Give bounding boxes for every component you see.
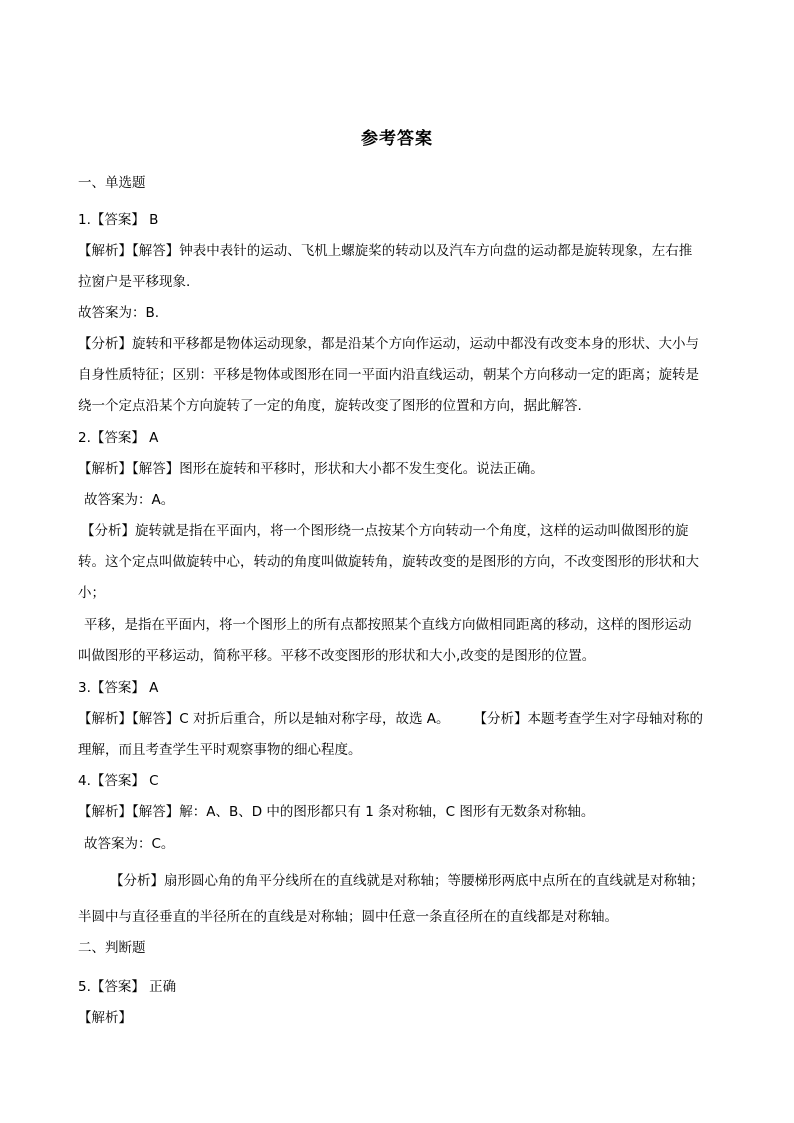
q1-fenxi-line1 bbox=[78, 334, 720, 354]
q4-jieda-line bbox=[78, 802, 720, 822]
q2-conclusion: 故答案为：A。 bbox=[84, 492, 175, 508]
q2-jieda-label: 【解答】 bbox=[132, 461, 180, 477]
q3-fenxi-line2: 理解，而且考查学生平时观察事物的细心程度。 bbox=[78, 742, 362, 758]
q3-jieda-label: 【解答】 bbox=[132, 711, 180, 727]
q3-answer: 3.【答案】 A bbox=[78, 680, 159, 696]
q4-fenxi-text-1: 扇形圆心角的角平分线所在的直线就是对称轴；等腰梯形两底中点所在的直线就是对称轴； bbox=[164, 873, 704, 889]
q2-pingyi-line2: 叫做图形的平移运动，简称平移。平移不改变图形的形状和大小,改变的是图形的位置。 bbox=[78, 648, 596, 664]
q4-answer: 4.【答案】 C bbox=[78, 773, 159, 789]
q4-jiexi-label: 【解析】 bbox=[78, 804, 132, 820]
q4-conclusion: 故答案为：C。 bbox=[84, 836, 175, 852]
q3-fenxi-label: 【分析】 bbox=[473, 711, 528, 727]
q2-jieda-text: 图形在旋转和平移时，形状和大小都不发生变化。说法正确。 bbox=[179, 461, 544, 477]
q2-jieda-line bbox=[78, 459, 720, 479]
q3-jieda-line bbox=[78, 709, 720, 729]
q2-jiexi-label: 【解析】 bbox=[78, 461, 132, 477]
q4-fenxi-line1 bbox=[110, 871, 730, 891]
q1-fenxi-line3: 绕一个定点沿某个方向旋转了一定的角度，旋转改变了图形的位置和方向，据此解答. bbox=[78, 398, 582, 414]
q2-fenxi-label: 【分析】 bbox=[81, 523, 135, 539]
q3-jiexi-label: 【解析】 bbox=[78, 711, 132, 727]
q2-fenxi-line3: 小； bbox=[78, 585, 105, 601]
q1-jieda-line2: 拉窗户是平移现象. bbox=[78, 274, 191, 290]
q2-fenxi-text-1: 旋转就是指在平面内，将一个图形绕一点按某个方向转动一个角度，这样的运动叫做图形的旋 bbox=[135, 523, 689, 539]
q1-answer: 1.【答案】 B bbox=[78, 212, 159, 228]
q1-fenxi-label: 【分析】 bbox=[78, 336, 132, 352]
page-title: 参考答案 bbox=[361, 129, 433, 149]
q5-answer: 5.【答案】 正确 bbox=[78, 979, 177, 995]
q2-fenxi-line1 bbox=[81, 521, 723, 541]
q1-jieda-label: 【解答】 bbox=[132, 243, 180, 259]
q2-fenxi-line2: 转。这个定点叫做旋转中心，转动的角度叫做旋转角，旋转改变的是图形的方向，不改变图形的形状和大 bbox=[78, 554, 699, 570]
q1-fenxi-line2: 自身性质特征；区别：平移是物体或图形在同一平面内沿直线运动，朝某个方向移动一定的距离；旋转是 bbox=[78, 367, 699, 383]
q4-jieda-label: 【解答】 bbox=[132, 804, 180, 820]
q4-jieda-text: 解：A、B、D 中的图形都只有 1 条对称轴，C 图形有无数条对称轴。 bbox=[179, 804, 595, 820]
q1-conclusion: 故答案为：B. bbox=[78, 305, 160, 321]
q1-jieda-text-1: 钟表中表针的运动、飞机上螺旋桨的转动以及汽车方向盘的运动都是旋转现象，左右推 bbox=[179, 243, 693, 259]
q3-fenxi-text-1: 本题考查学生对字母轴对称的 bbox=[527, 711, 703, 727]
q4-fenxi-label: 【分析】 bbox=[110, 873, 164, 889]
q2-answer: 2.【答案】 A bbox=[78, 430, 159, 446]
q1-jiexi-label: 【解析】 bbox=[78, 243, 132, 259]
q1-fenxi-text-1: 旋转和平移都是物体运动现象，都是沿某个方向作运动，运动中都没有改变本身的形状、大小与 bbox=[132, 336, 699, 352]
q4-fenxi-line2: 半圆中与直径垂直的半径所在的直线是对称轴；圆中任意一条直径所在的直线都是对称轴。 bbox=[78, 909, 618, 925]
q3-jieda-text: C 对折后重合，所以是轴对称字母，故选 A。 bbox=[179, 711, 450, 727]
q1-jieda-line1 bbox=[78, 241, 720, 261]
section-heading-single-choice: 一、单选题 bbox=[78, 175, 146, 191]
section-heading-judgement: 二、判断题 bbox=[78, 940, 146, 956]
q5-jiexi-label: 【解析】 bbox=[78, 1010, 132, 1026]
q2-pingyi-line1: 平移，是指在平面内，将一个图形上的所有点都按照某个直线方向做相同距离的移动，这样的图形运动 bbox=[84, 617, 692, 633]
